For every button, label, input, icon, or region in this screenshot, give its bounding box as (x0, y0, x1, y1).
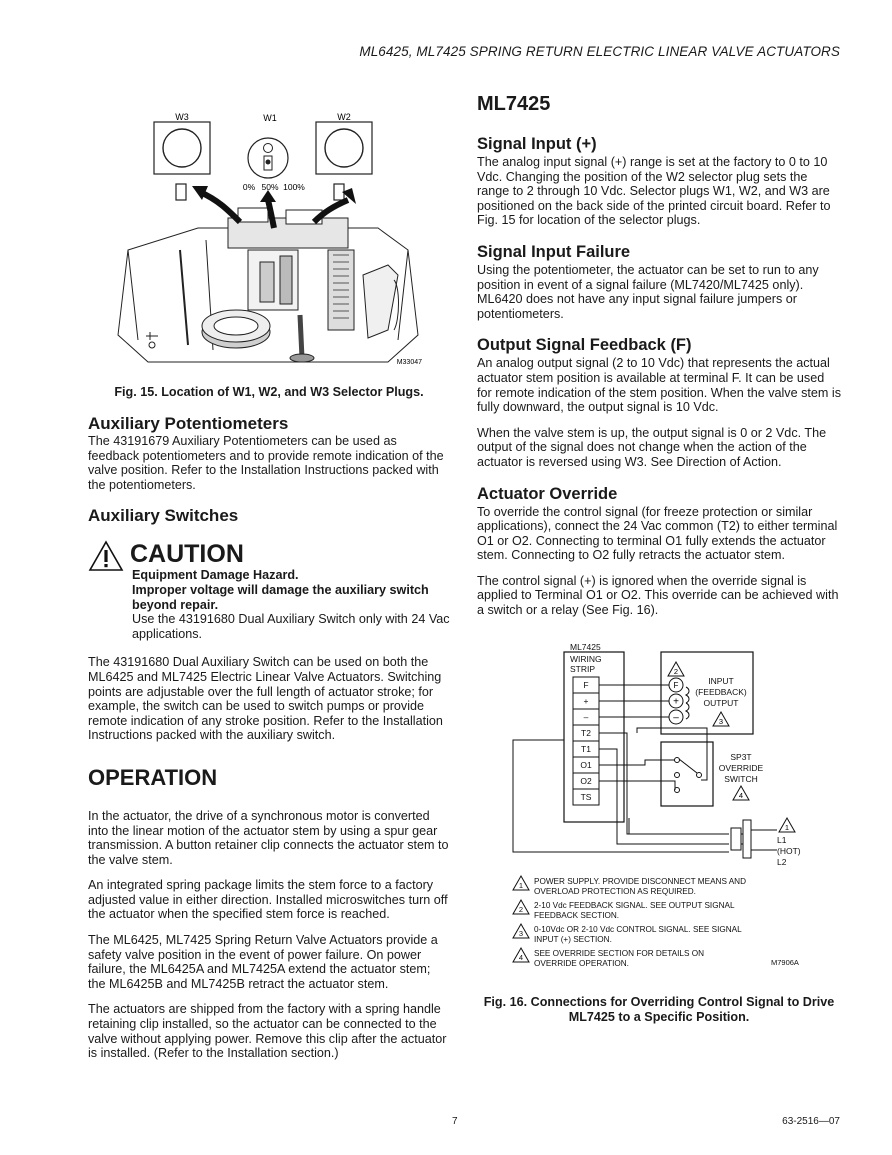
fig16-note-num-2: 2 (518, 904, 524, 914)
fig16-note-num-4: 4 (518, 952, 524, 962)
fig16-note3-line2: INPUT (+) SECTION. (534, 934, 612, 944)
fig15-0pct-label: 0% (242, 182, 256, 192)
page-number: 7 (452, 1116, 458, 1127)
override-p1: To override the control signal (for freeze protection or similar applications), connect the 24 Vac common (T2) to either terminal O1 or O2. Connecting to terminal O1 fully extends the actuator stem. Connecting to O2 fully retracts the actuator stem. (477, 504, 838, 563)
terminal-o1: O1 (580, 759, 592, 770)
fig16-hot-label: (HOT) (777, 845, 801, 856)
fig15-100pct-label: 100% (283, 182, 305, 192)
fig15-50pct-label: 50% (261, 182, 279, 192)
fig16-note1-line1: POWER SUPPLY. PROVIDE DISCONNECT MEANS AND (534, 876, 747, 886)
caution-title: CAUTION (130, 540, 244, 569)
operation-p1: In the actuator, the drive of a synchronous motor is converted into the linear motion of the actuator stem by using a spur gear transmission. A button retainer clip connects the actuator stem to the valve stem. (88, 808, 449, 867)
fig16-switch-label-3: SWITCH (724, 773, 758, 784)
ml7425-heading: ML7425 (477, 93, 551, 115)
warning-triangle-icon (88, 540, 124, 572)
operation-p2: An integrated spring package limits the stem force to a factory adjusted value in either direction. Installed microswitches turn off the actuator when the specified stem force is reached. (88, 878, 448, 922)
document-number: 63-2516—07 (782, 1116, 840, 1127)
fig16-input-label-3: OUTPUT (703, 697, 739, 708)
fig15-illustration (88, 100, 450, 368)
aux-switch-text: The 43191680 Dual Auxiliary Switch can be used on both the ML6425 and ML7425 Electric Linear Valve Actuators. Switching points are adjustable over the full length of actuator stroke; for example, the switch can be used to switch pumps or provide remote indication of any stroke position. Refer to the Installation Instructions packed with the auxiliary switch. (88, 655, 443, 743)
operation-p3: The ML6425, ML7425 Spring Return Valve Actuators provide a safety valve position in the event of power failure. On power failure, the ML6425A and ML7425A extend the actuator stem; the ML6425B and ML7425B retract the actuator stem. (88, 933, 438, 991)
fig16-note-marker-1-top: 1 (784, 822, 790, 832)
terminal-t2: T2 (581, 727, 591, 738)
fig16-switch-label-2: OVERRIDE (718, 762, 764, 773)
feedback-p2: When the valve stem is up, the output signal is 0 or 2 Vdc. The output of the signal does not change when the action of the actuator is reversed using W3. See Direction of Action. (477, 425, 827, 469)
terminal-t1: T1 (581, 743, 591, 754)
fig16-caption: Fig. 16. Connections for Overriding Control Signal to Drive ML7425 to a Specific Position. (483, 994, 835, 1024)
terminal-ts: TS (580, 791, 592, 802)
left-column (88, 100, 450, 1061)
fig16-input-label-2: (FEEDBACK) (695, 686, 747, 697)
fig16-l2-label: L2 (777, 856, 787, 867)
fig15-caption: Fig. 15. Location of W1, W2, and W3 Selector Plugs. (114, 385, 424, 399)
feedback-p1: An analog output signal (2 to 10 Vdc) that represents the actual actuator stem position is available at terminal F. It can be used for remote indication of the stem position. When the valve stem is fully downward, the output signal is 10 Vdc. (477, 356, 841, 415)
fig16-symbol-f: F (673, 680, 679, 690)
fig15-w1-label: W1 (263, 113, 277, 123)
terminal-plus: + (583, 695, 589, 706)
fig16-symbol-minus: – (673, 712, 679, 724)
signal-failure-text: Using the potentiometer, the actuator can be set to run to any position in event of a signal failure (ML7420/ML7425 only). ML6420 does not have any input signal failure jumpers or potentiometers. (477, 262, 819, 321)
fig16-strip-label-2: STRIP (570, 663, 596, 674)
running-header: ML6425, ML7425 SPRING RETURN ELECTRIC LINEAR VALVE ACTUATORS (359, 44, 840, 59)
fig15-w3-label: W3 (175, 112, 189, 122)
aux-switch-heading: Auxiliary Switches (88, 506, 239, 526)
fig16-note-num-1: 1 (518, 880, 524, 890)
aux-pot-text: The 43191679 Auxiliary Potentiometers can be used as feedback potentiometers and to provide remote indication of the valve position. Refer to the Installation Instructions packed with the potentiometers. (88, 434, 444, 492)
fig16-note1-line2: OVERLOAD PROTECTION AS REQUIRED. (534, 886, 696, 896)
right-column (477, 92, 841, 1025)
fig16-strip-label-1: WIRING (570, 653, 602, 664)
fig15-code: M33047 (396, 359, 422, 366)
fig16-input-label-1: INPUT (708, 675, 734, 686)
operation-heading: OPERATION (88, 764, 218, 790)
fig16-note-marker-2: 2 (673, 666, 679, 676)
fig16-note4-line1: SEE OVERRIDE SECTION FOR DETAILS ON (534, 948, 704, 958)
fig16-note2-line2: FEEDBACK SECTION. (534, 910, 620, 920)
signal-failure-heading: Signal Input Failure (477, 242, 631, 261)
fig16-note-marker-4-top: 4 (738, 790, 744, 800)
caution-line-2: Improper voltage will damage the auxiliary switch beyond repair. (132, 582, 429, 612)
terminal-minus: – (583, 711, 589, 722)
fig16-code: M7906A (771, 957, 799, 967)
fig15-w2-label: W2 (337, 112, 351, 122)
fig16-l1-label: L1 (777, 834, 787, 845)
terminal-o2: O2 (580, 775, 592, 786)
fig16-note2-line1: 2-10 Vdc FEEDBACK SIGNAL. SEE OUTPUT SIGNAL (534, 900, 735, 910)
fig16-model-label: ML7425 (570, 641, 601, 652)
operation-p4: The actuators are shipped from the factory with a spring handle retaining clip installed, so the actuator can be connected to the valve without applying power. Remove this clip after the actuator is installed. (Refer to the Installation section.) (88, 1002, 447, 1061)
caution-line-1: Equipment Damage Hazard. (132, 568, 299, 583)
caution-line-3: Use the 43191680 Dual Auxiliary Switch only with 24 Vac applications. (132, 612, 450, 641)
override-heading: Actuator Override (477, 484, 618, 503)
fig16-note-marker-3: 3 (718, 716, 724, 726)
aux-pot-heading: Auxiliary Potentiometers (88, 414, 289, 433)
fig16-note4-line2: OVERRIDE OPERATION. (534, 958, 629, 968)
fig16-wiring-diagram (477, 640, 841, 980)
fig16-symbol-plus: + (673, 696, 679, 708)
signal-input-heading: Signal Input (+) (477, 135, 597, 153)
feedback-heading: Output Signal Feedback (F) (477, 336, 692, 355)
signal-input-text: The analog input signal (+) range is set at the factory to 0 to 10 Vdc. Changing the position of the W2 selector plug sets the range to 2 through 10 Vdc. Selector plugs W1, W2, and W3 are positioned on the back side of the printed circuit board. Refer to Fig. 15 for location of the selector plugs. (477, 155, 831, 228)
terminal-f: F (583, 679, 589, 690)
override-p2: The control signal (+) is ignored when the override signal is applied to Terminal O1 or O2. This override can be achieved with a switch or a relay (See Fig. 16). (477, 573, 839, 618)
fig16-note-num-3: 3 (518, 928, 524, 938)
caution-box (88, 540, 450, 641)
fig16-switch-label-1: SP3T (730, 751, 752, 762)
fig16-note3-line1: 0-10Vdc OR 2-10 Vdc CONTROL SIGNAL. SEE SIGNAL (534, 924, 742, 934)
